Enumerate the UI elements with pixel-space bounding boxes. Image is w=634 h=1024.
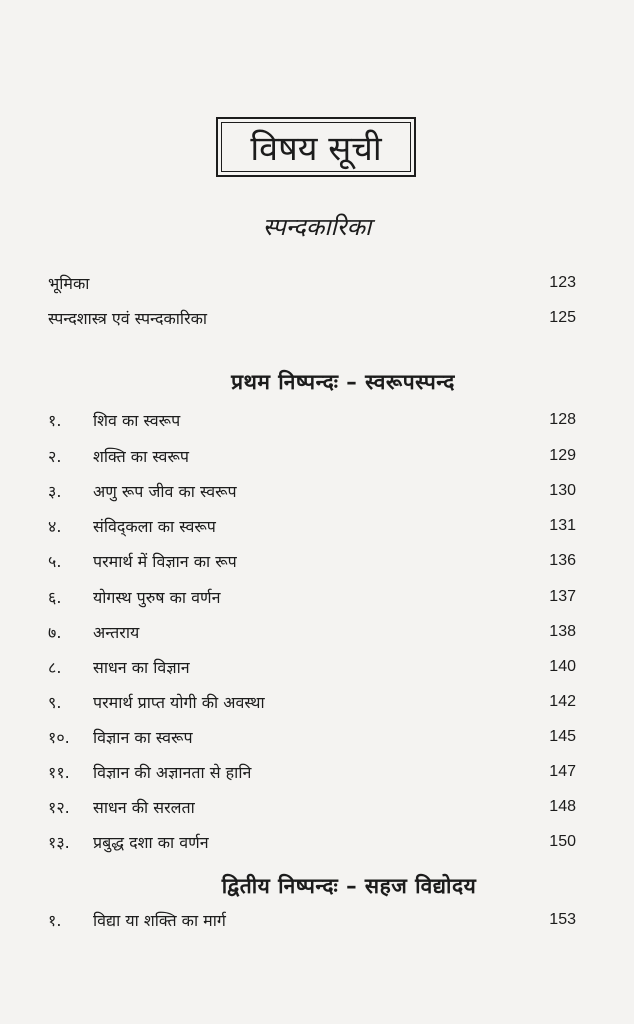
toc-entry-number: १०. bbox=[48, 728, 70, 747]
toc-entry-number: ८. bbox=[48, 658, 62, 677]
toc-entry-text: विज्ञान का स्वरूप bbox=[93, 728, 193, 747]
toc-entry-page: 136 bbox=[549, 552, 576, 569]
toc-entry-page: 129 bbox=[549, 447, 576, 464]
toc-entry bbox=[48, 725, 576, 749]
toc-entry-number: १३. bbox=[48, 833, 70, 852]
page-title: विषय सूची bbox=[216, 117, 416, 177]
toc-entry-text: विज्ञान की अज्ञानता से हानि bbox=[93, 763, 252, 782]
book-subtitle: स्पन्दकारिका bbox=[262, 213, 372, 241]
toc-entry-number: ५. bbox=[48, 552, 62, 571]
toc-entry bbox=[48, 760, 576, 784]
toc-entry bbox=[48, 408, 576, 432]
toc-entry-number: ७. bbox=[48, 623, 62, 642]
toc-entry-page: 130 bbox=[549, 482, 576, 499]
toc-entry bbox=[48, 655, 576, 679]
toc-entry bbox=[48, 795, 576, 819]
toc-entry-text: परमार्थ में विज्ञान का रूप bbox=[93, 552, 237, 571]
toc-entry bbox=[48, 514, 576, 538]
toc-entry-page: 153 bbox=[549, 911, 576, 928]
toc-entry-number: ९. bbox=[48, 693, 62, 712]
toc-entry-page: 147 bbox=[549, 763, 576, 780]
toc-entry-text: योगस्थ पुरुष का वर्णन bbox=[93, 588, 221, 607]
toc-entry-text: स्पन्दशास्त्र एवं स्पन्दकारिका bbox=[48, 309, 208, 328]
section-heading: द्वितीय निष्पन्दः – सहज विद्योदय bbox=[221, 874, 477, 898]
toc-entry bbox=[48, 690, 576, 714]
toc-entry-text: शिव का स्वरूप bbox=[93, 411, 181, 430]
toc-entry bbox=[48, 585, 576, 609]
toc-entry-number: २. bbox=[48, 447, 62, 466]
toc-entry-text: भूमिका bbox=[48, 274, 90, 293]
toc-entry-text: संविद्कला का स्वरूप bbox=[93, 517, 216, 536]
toc-entry-text: साधन का विज्ञान bbox=[93, 658, 190, 677]
toc-entry bbox=[48, 444, 576, 468]
toc-entry bbox=[48, 549, 576, 573]
toc-entry-page: 145 bbox=[549, 728, 576, 745]
toc-entry-text: प्रबुद्ध दशा का वर्णन bbox=[93, 833, 209, 852]
toc-entry-page: 140 bbox=[549, 658, 576, 675]
toc-entry-page: 123 bbox=[549, 274, 576, 291]
toc-entry bbox=[48, 620, 576, 644]
toc-entry bbox=[48, 908, 576, 932]
toc-entry bbox=[48, 479, 576, 503]
toc-entry-page: 131 bbox=[549, 517, 576, 534]
toc-entry-text: अणु रूप जीव का स्वरूप bbox=[93, 482, 237, 501]
toc-entry-number: १. bbox=[48, 911, 62, 930]
toc-entry-page: 128 bbox=[549, 411, 576, 428]
toc-entry-text: साधन की सरलता bbox=[93, 798, 195, 817]
toc-entry-text: परमार्थ प्राप्त योगी की अवस्था bbox=[93, 693, 265, 712]
section-heading: प्रथम निष्पन्दः – स्वरूपस्पन्द bbox=[231, 370, 455, 394]
toc-entry bbox=[48, 306, 576, 330]
toc-entry-page: 142 bbox=[549, 693, 576, 710]
toc-entry bbox=[48, 271, 576, 295]
toc-entry-page: 148 bbox=[549, 798, 576, 815]
toc-entry-number: १. bbox=[48, 411, 62, 430]
toc-entry-number: ११. bbox=[48, 763, 70, 782]
toc-entry-page: 138 bbox=[549, 623, 576, 640]
toc-entry bbox=[48, 830, 576, 854]
toc-entry-page: 137 bbox=[549, 588, 576, 605]
toc-entry-text: अन्तराय bbox=[93, 623, 140, 642]
toc-entry-page: 125 bbox=[549, 309, 576, 326]
toc-entry-page: 150 bbox=[549, 833, 576, 850]
toc-entry-text: विद्या या शक्ति का मार्ग bbox=[93, 911, 226, 930]
toc-entry-text: शक्ति का स्वरूप bbox=[93, 447, 189, 466]
toc-entry-number: ३. bbox=[48, 482, 62, 501]
toc-entry-number: १२. bbox=[48, 798, 70, 817]
toc-entry-number: ६. bbox=[48, 588, 62, 607]
toc-entry-number: ४. bbox=[48, 517, 62, 536]
